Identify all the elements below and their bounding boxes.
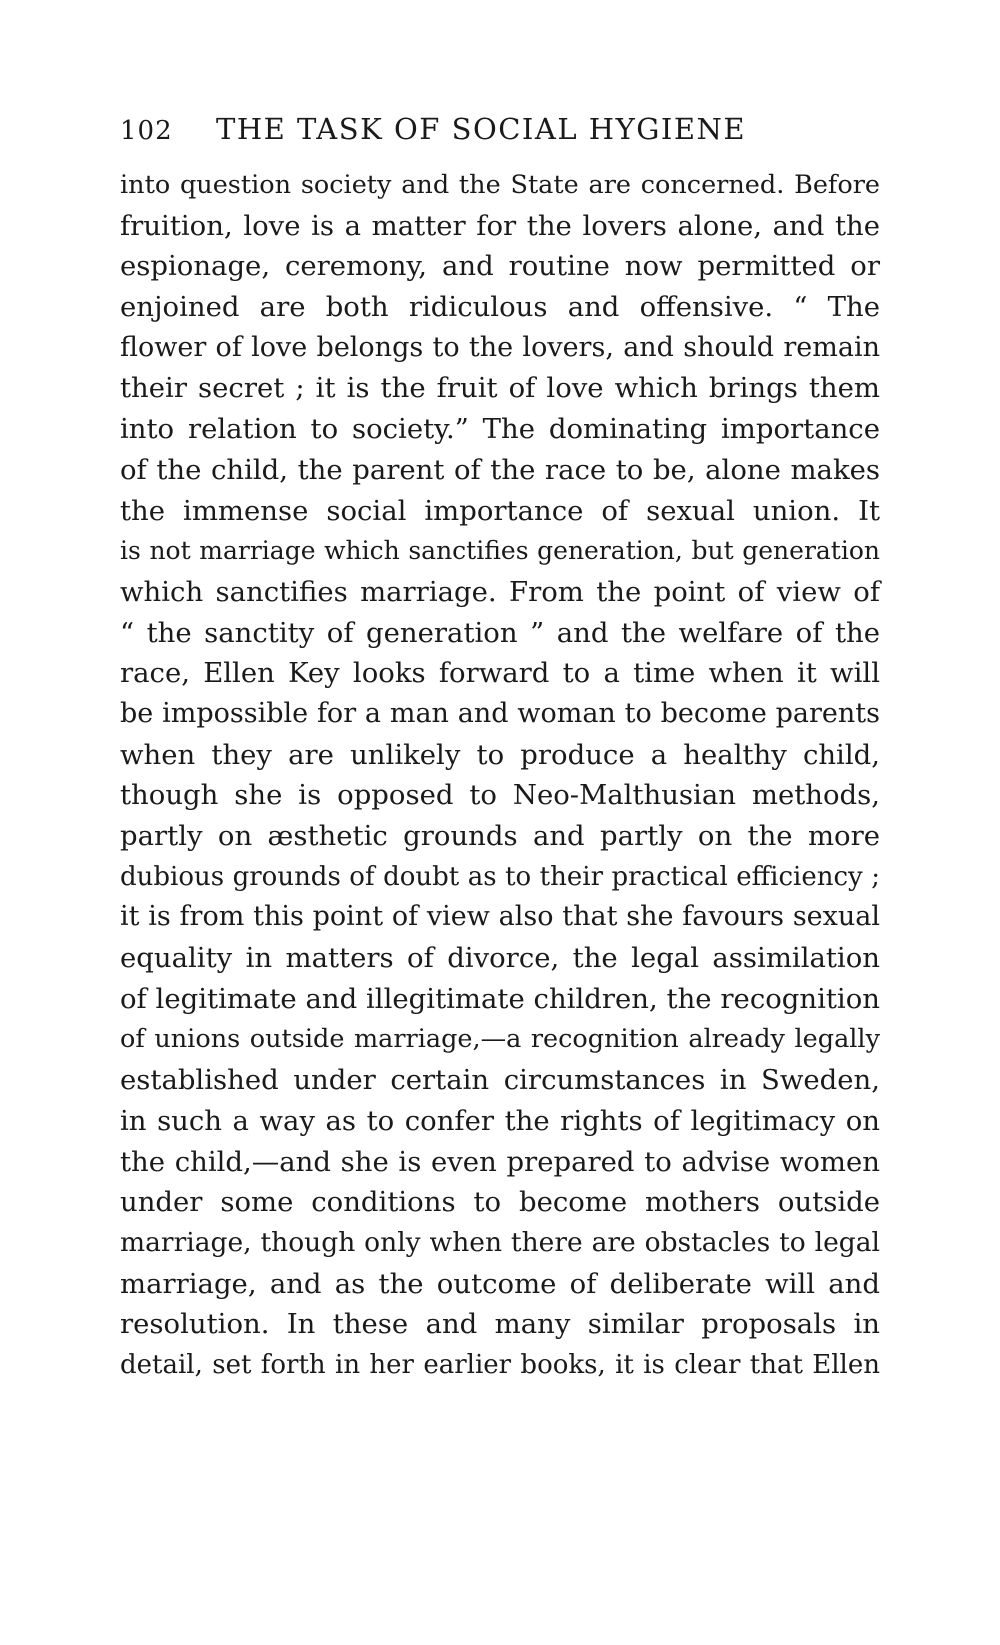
text-line: under some conditions to become mothers outside: [120, 1186, 880, 1219]
text-line: into relation to society.” The dominating importance: [120, 413, 880, 446]
text-line: of the child, the parent of the race to be, alone makes: [120, 453, 880, 486]
text-line: the immense social importance of sexual union. It: [120, 494, 880, 527]
running-title: THE TASK OF SOCIAL HYGIENE: [216, 112, 747, 146]
text-line: “ the sanctity of generation ” and the welfare of the: [120, 616, 880, 649]
text-line: equality in matters of divorce, the legal assimilation: [120, 942, 880, 975]
text-line: is not marriage which sanctifies generation, but generation: [120, 536, 880, 566]
text-line: partly on æsthetic grounds and partly on the more: [120, 820, 880, 852]
text-line: race, Ellen Key looks forward to a time when it will: [120, 657, 880, 690]
text-line: when they are unlikely to produce a healthy child,: [120, 738, 880, 771]
text-line: the child,—and she is even prepared to advise women: [120, 1145, 880, 1178]
text-line: detail, set forth in her earlier books, it is clear that Ellen: [120, 1349, 880, 1380]
text-line: in such a way as to confer the rights of legitimacy on: [120, 1104, 880, 1137]
text-line: be impossible for a man and woman to become parents: [120, 697, 880, 729]
text-line: into question society and the State are concerned. Before: [120, 170, 880, 200]
text-line: resolution. In these and many similar proposals in: [120, 1308, 880, 1341]
text-line: fruition, love is a matter for the lovers alone, and the: [120, 209, 880, 242]
page-number: 102: [120, 116, 173, 146]
text-line: which sanctifies marriage. From the point of view of: [120, 575, 880, 608]
text-line: though she is opposed to Neo-Malthusian methods,: [120, 779, 880, 812]
text-line: it is from this point of view also that she favours sexual: [120, 901, 880, 933]
text-line: their secret ; it is the fruit of love which brings them: [120, 372, 880, 405]
text-line: marriage, though only when there are obstacles to legal: [120, 1226, 880, 1258]
text-line: espionage, ceremony, and routine now permitted or: [120, 250, 880, 283]
text-line: marriage, and as the outcome of deliberate will and: [120, 1267, 880, 1300]
text-line: established under certain circumstances in Sweden,: [120, 1064, 880, 1097]
text-line: enjoined are both ridiculous and offensive. “ The: [120, 291, 880, 324]
text-line: of legitimate and illegitimate children, the recognition: [120, 982, 880, 1015]
running-head: [120, 112, 840, 156]
text-line: flower of love belongs to the lovers, and should remain: [120, 331, 880, 363]
body-text: [120, 165, 880, 1386]
text-line: dubious grounds of doubt as to their practical efficiency ;: [120, 861, 880, 892]
text-line: of unions outside marriage,—a recognition already legally: [120, 1024, 880, 1055]
